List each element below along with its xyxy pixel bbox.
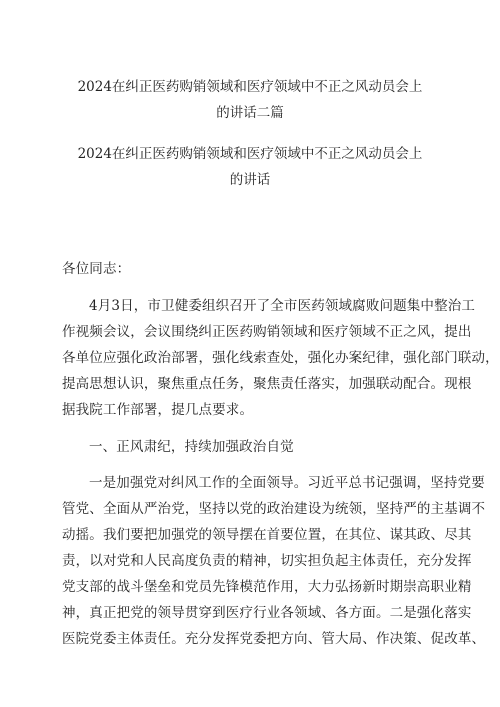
- document-title-line-1: 2024在纠正医药购销领域和医疗领域中不正之风动员会上: [77, 79, 423, 95]
- paragraph-2-line: 动摇。我们要把加强党的领导摆在首要位置，在其位、谋其政、尽其: [62, 527, 472, 543]
- paragraph-1-line: 作视频会议，会议围绕纠正医药购销领域和医疗领域不正之风，提出: [62, 324, 472, 340]
- salutation: 各位同志：: [62, 261, 131, 277]
- document-subtitle-line-1: 2024在纠正医药购销领域和医疗领域中不正之风动员会上: [77, 146, 423, 162]
- document-subtitle-line-2: 的讲话: [229, 172, 271, 188]
- paragraph-1-line: 据我院工作部署，提几点要求。: [62, 402, 254, 418]
- paragraph-1-line: 4月3日，市卫健委组织召开了全市医药领域腐败问题集中整治工: [89, 298, 476, 314]
- paragraph-2-line: 一是加强党对纠风工作的全面领导。习近平总书记强调，坚持党要: [89, 475, 485, 491]
- paragraph-1-line: 各单位应强化政治部署，强化线索查处，强化办案纪律，强化部门联动，: [62, 350, 499, 366]
- document-title-line-2: 的讲话二篇: [216, 105, 284, 121]
- paragraph-2-line: 党支部的战斗堡垒和党员先锋模范作用，大力弘扬新时期崇高职业精: [62, 579, 472, 595]
- paragraph-1-line: 提高思想认识，聚焦重点任务，聚焦责任落实，加强联动配合。现根: [62, 376, 472, 392]
- paragraph-2-line: 责，以对党和人民高度负责的精神，切实担负起主体责任，充分发挥: [62, 553, 472, 569]
- paragraph-2-line: 管党、全面从严治党，坚持以党的政治建设为统领，坚持严的主基调不: [62, 501, 486, 517]
- paragraph-2-line: 神，真正把党的领导贯穿到医疗行业各领域、各方面。二是强化落实: [62, 605, 472, 621]
- paragraph-2-line: 医院党委主体责任。充分发挥党委把方向、管大局、作决策、促改革、: [62, 631, 486, 647]
- section-heading: 一、正风肃纪，持续加强政治自觉: [89, 439, 294, 455]
